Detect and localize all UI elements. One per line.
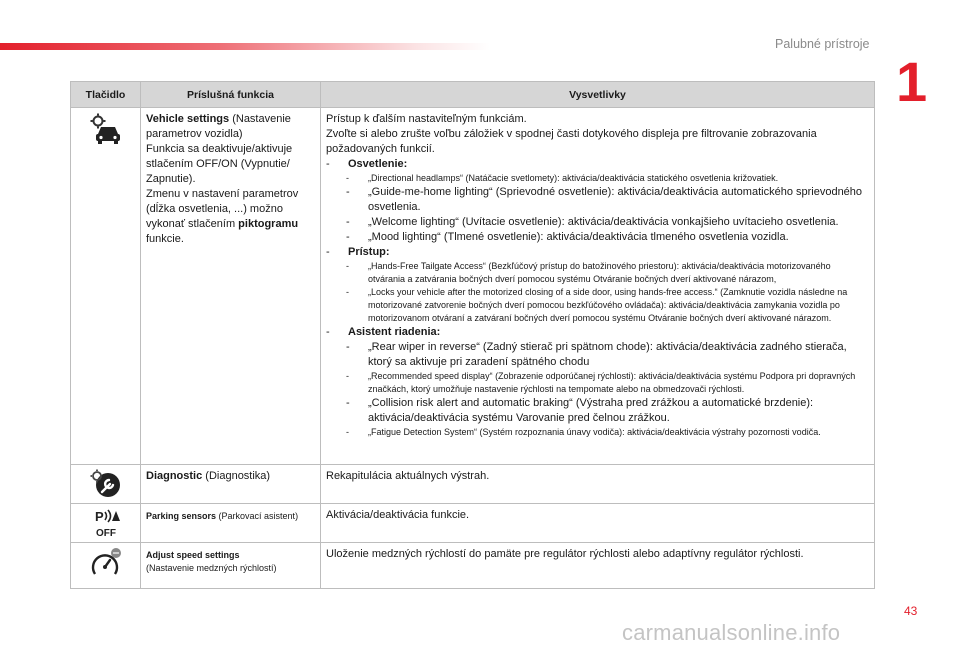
header-function: Príslušná funkcia — [141, 82, 321, 108]
section-title: Palubné prístroje — [775, 37, 870, 51]
chapter-number: 1 — [896, 50, 928, 113]
list-dash: - — [346, 216, 350, 228]
function-cell — [141, 108, 321, 465]
explanation-text: Prístup k ďalším nastaviteľným funkciám. — [326, 113, 527, 125]
explanation-cell — [321, 465, 875, 504]
function-cell — [141, 504, 321, 543]
diagnostic-icon — [89, 469, 123, 499]
explanation-text: Uloženie medzných rýchlostí do pamäte pre regulátor rýchlosti alebo adaptívny regulátor rýchlosti. — [326, 548, 804, 560]
list-item: „Rear wiper in reverse“ (Zadný stierač pri spätnom chode): aktivácia/deaktivácia zadného stierača, ktorý sa aktivuje pri zaradení spätného chodu — [368, 341, 847, 368]
explanation-cell — [321, 504, 875, 543]
header-accent-bar — [0, 43, 490, 50]
table-row — [71, 543, 875, 589]
table-row — [71, 465, 875, 504]
watermark: carmanualsonline.info — [622, 620, 841, 645]
explanation-text: Rekapitulácia aktuálnych výstrah. — [326, 470, 490, 482]
list-item: „Collision risk alert and automatic braking“ (Výstraha pred zrážkou a automatické brzdenie): aktivácia/deaktivácia systému Varovanie pred čelnou zrážkou. — [368, 397, 814, 424]
parking-sensors-off-icon — [89, 508, 123, 538]
list-item: „Guide-me-home lighting“ (Sprievodné osvetlenie): aktivácia/deaktivácia automatického sprievodného osvetlenia. — [368, 186, 863, 213]
explanation-text: Aktivácia/deaktivácia funkcie. — [326, 509, 470, 521]
function-cell — [141, 465, 321, 504]
icon-cell — [71, 465, 141, 504]
list-item: „Directional headlamps“ (Natáčacie svetlomety): aktivácia/deaktivácia statického osvetlenia križovatiek. — [368, 173, 779, 183]
icon-cell — [71, 504, 141, 543]
page-number: 43 — [904, 604, 918, 618]
list-dash: - — [326, 326, 330, 338]
svg-text:P: P — [94, 509, 104, 524]
explanation-cell — [321, 543, 875, 589]
function-name: Vehicle settings — [146, 113, 230, 125]
list-item: „Locks your vehicle after the motorized closing of a side door, using hands-free access.“ (Zamknutie vozidla následne na motorizované zatvorenie bočných dverí pomocou bezkľúčového ovládača): aktivácia/deaktivácia zamykania vozidla po motorizovanom otváraní a zatváraní bočných dverí pomocou systému Otváranie bočných dverí aktivované nárazom. — [368, 287, 848, 323]
explanation-text: Zvoľte si alebo zrušte voľbu záložiek v spodnej časti dotykového displeja pre filtrovanie zobrazovania požadovaných funkcií. — [326, 128, 817, 155]
list-dash: - — [346, 427, 349, 437]
list-dash: - — [346, 261, 349, 271]
function-desc: (Nastavenie medzných rýchlostí) — [146, 563, 277, 573]
function-note: Zmenu v nastavení parametrov (dĺžka osvetlenia, ...) možno vykonať stlačením — [146, 188, 299, 230]
function-name: Adjust speed settings — [146, 550, 240, 560]
function-desc: (Parkovací asistent) — [216, 511, 299, 521]
function-name: Diagnostic — [146, 470, 203, 482]
function-note: funkcie. — [146, 233, 184, 245]
list-dash: - — [346, 397, 350, 409]
list-item: „Mood lighting“ (Tlmené osvetlenie): aktivácia/deaktivácia tlmeného osvetlenia vozidla. — [368, 231, 789, 243]
icon-cell — [71, 543, 141, 589]
function-desc: (Nastavenie parametrov vozidla) — [146, 113, 291, 140]
list-item: „Recommended speed display“ (Zobrazenie odporúčanej rýchlosti): aktivácia/deaktivácia systému Podpora pri dopravných značkách, ktorý umožňuje nastavenie rýchlosti na tempomate alebo na obmedzovači rýchlosti. — [368, 371, 856, 394]
list-dash: - — [346, 287, 349, 297]
header-button: Tlačidlo — [71, 82, 141, 108]
adjust-speed-settings-icon — [89, 547, 123, 581]
table-header-row — [71, 82, 875, 108]
list-item: „Welcome lighting“ (Uvítacie osvetlenie): aktivácia/deaktivácia vonkajšieho uvítacieho osvetlenia. — [368, 216, 839, 228]
table-row — [71, 108, 875, 465]
list-group-title: Prístup: — [348, 246, 390, 258]
list-dash: - — [346, 173, 349, 183]
functions-table — [70, 81, 875, 589]
function-note-bold: piktogramu — [238, 218, 299, 230]
function-desc: (Diagnostika) — [202, 470, 271, 482]
list-dash: - — [326, 246, 330, 258]
table-row — [71, 504, 875, 543]
list-dash: - — [346, 371, 349, 381]
icon-cell — [71, 108, 141, 465]
list-dash: - — [346, 231, 350, 243]
list-group-title: Asistent riadenia: — [348, 326, 441, 338]
list-dash: - — [326, 158, 330, 170]
function-cell — [141, 543, 321, 589]
function-name: Parking sensors — [146, 511, 217, 521]
header-explanation: Vysvetlivky — [321, 82, 875, 108]
list-item: „Fatigue Detection System“ (Systém rozpoznania únavy vodiča): aktivácia/deaktivácia výstrahy pozornosti vodiča. — [368, 427, 821, 437]
list-item: „Hands-Free Tailgate Access“ (Bezkľúčový prístup do batožinového priestoru): aktivácia/deaktivácia motorizovaného otvárania a zatvárania bočných dverí pomocou systému Otváranie bočných dverí aktivované nárazom, — [368, 261, 831, 284]
list-group-title: Osvetlenie: — [348, 158, 408, 170]
list-dash: - — [346, 186, 350, 198]
off-label: OFF — [95, 528, 116, 538]
list-dash: - — [346, 341, 350, 353]
vehicle-settings-icon — [89, 112, 123, 146]
explanation-cell — [321, 108, 875, 465]
function-note: Funkcia sa deaktivuje/aktivuje stlačením OFF/ON (Vypnutie/ Zapnutie). — [146, 143, 293, 185]
